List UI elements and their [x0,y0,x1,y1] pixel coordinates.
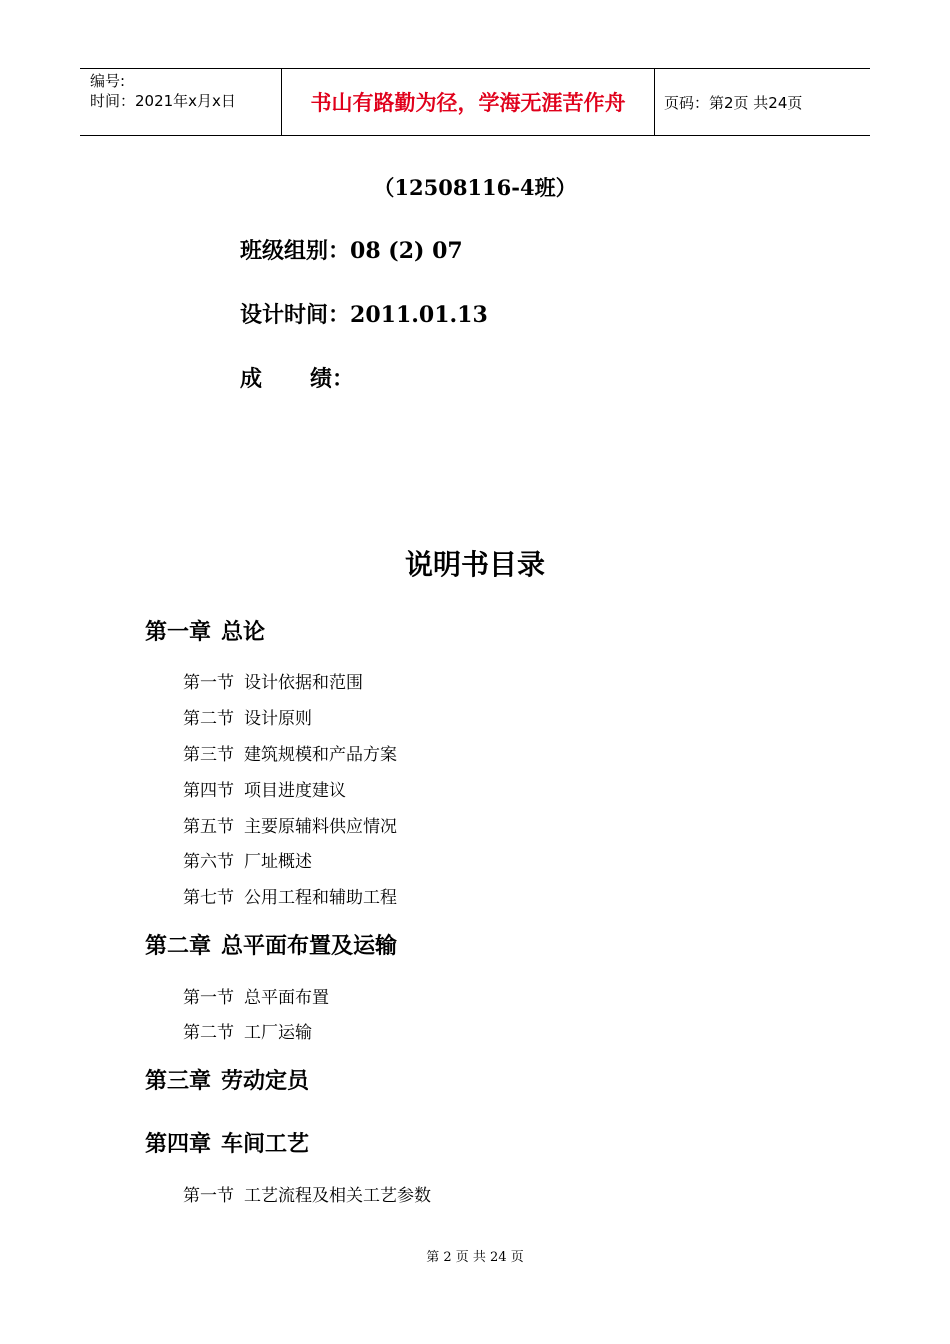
section-number: 第三节 [183,745,234,765]
grade-label-b: 绩： [310,366,355,392]
section-title: 设计原则 [244,709,312,729]
section-title: 公用工程和辅助工程 [244,888,397,908]
section-title: 工艺流程及相关工艺参数 [244,1186,431,1206]
chapter-number: 第四章 [145,1131,212,1157]
toc-section[interactable] [183,704,312,729]
toc-chapter[interactable] [145,615,265,646]
toc-section[interactable] [183,812,397,837]
toc-section[interactable] [183,740,397,765]
section-title: 总平面布置 [244,988,329,1008]
section-number: 第五节 [183,817,234,837]
chapter-number: 第一章 [145,619,212,645]
toc-chapter[interactable] [145,1064,309,1095]
grade-line [240,362,354,393]
toc-chapter[interactable] [145,1127,309,1158]
section-number: 第二节 [183,1023,234,1043]
section-number: 第二节 [183,709,234,729]
section-title: 主要原辅料供应情况 [244,817,397,837]
group-label: 班级组别： [240,238,351,264]
section-title: 设计依据和范围 [244,673,363,693]
toc-chapter[interactable] [145,929,397,960]
toc-section[interactable] [183,1181,431,1206]
section-number: 第六节 [183,852,234,872]
header-page-info: 页码：第2页 共24页 [664,93,803,112]
toc-section[interactable] [183,983,329,1008]
toc-section[interactable] [183,776,346,801]
header-meta [90,71,236,111]
class-code: （12508116-4班） [373,175,577,200]
toc-section[interactable] [183,847,312,872]
section-title: 工厂运输 [244,1023,312,1043]
page-header [80,68,870,136]
section-number: 第四节 [183,781,234,801]
group-line [240,234,463,265]
section-number: 第一节 [183,673,234,693]
toc-title: 说明书目录 [404,548,545,581]
section-number: 第七节 [183,888,234,908]
section-title: 建筑规模和产品方案 [244,745,397,765]
toc-section[interactable] [183,668,363,693]
section-number: 第一节 [183,988,234,1008]
group-value: 08 (2) 07 [350,238,463,264]
toc-section[interactable] [183,883,397,908]
section-number: 第一节 [183,1186,234,1206]
toc-section[interactable] [183,1018,312,1043]
chapter-number: 第三章 [145,1068,212,1094]
header-divider [654,69,655,135]
header-motto: 书山有路勤为径，学海无涯苦作舟 [310,91,626,115]
grade-label-a: 成 [240,366,263,392]
chapter-title: 总平面布置及运输 [221,933,398,959]
design-time-line [240,298,488,329]
page-footer: 第 2 页 共 24 页 [426,1250,524,1265]
header-number-label: 编号: [90,72,126,90]
chapter-title: 劳动定员 [221,1068,310,1094]
design-time-value: 2011.01.13 [350,302,488,328]
chapter-title: 总论 [221,619,266,645]
section-title: 厂址概述 [244,852,312,872]
header-time-label: 时间：2021年x月x日 [90,92,236,110]
design-time-label: 设计时间： [240,302,351,328]
chapter-number: 第二章 [145,933,212,959]
section-title: 项目进度建议 [244,781,346,801]
chapter-title: 车间工艺 [221,1131,310,1157]
